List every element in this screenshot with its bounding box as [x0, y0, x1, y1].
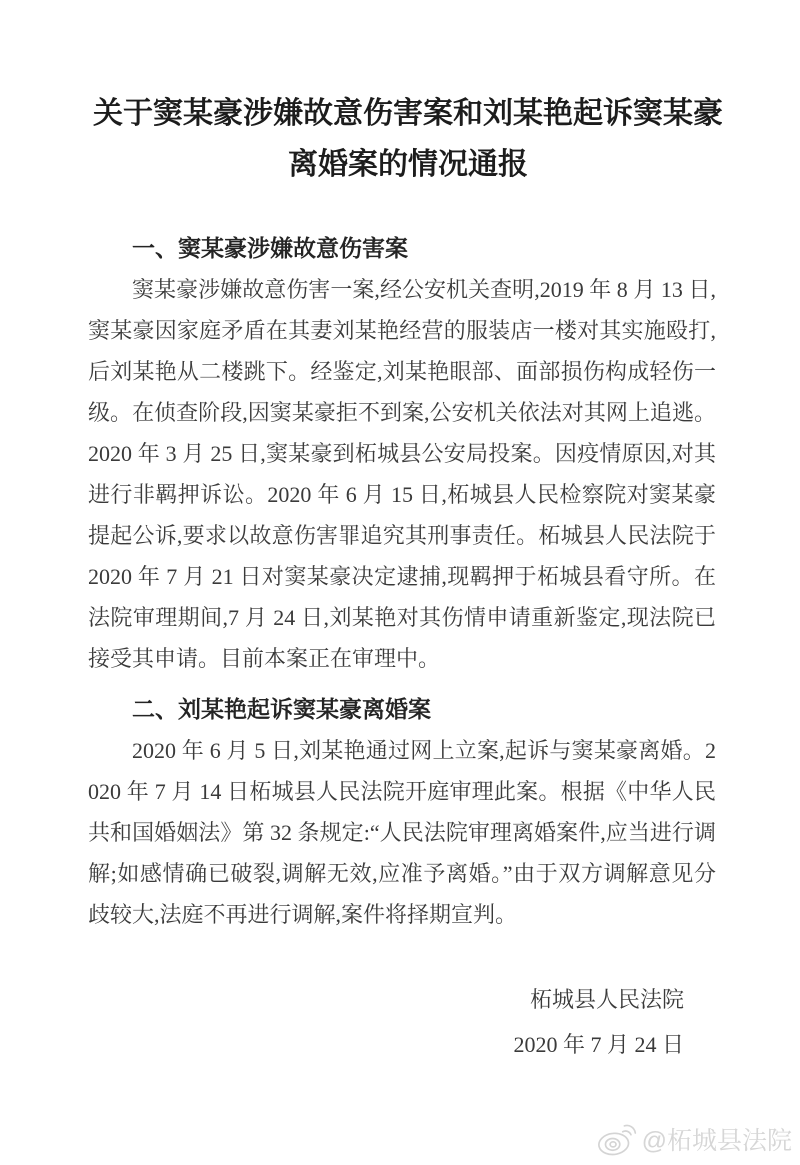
section-1-heading: 一、窦某豪涉嫌故意伤害案	[132, 235, 408, 261]
document-title: 关于窦某豪涉嫌故意伤害案和刘某艳起诉窦某豪离婚案的情况通报	[93, 97, 723, 181]
section-2-heading: 二、刘某艳起诉窦某豪离婚案	[132, 696, 431, 722]
signature-organization: 柘城县人民法院	[529, 987, 684, 1012]
signature-date: 2020 年 7 月 24 日	[513, 1032, 684, 1057]
section-2-paragraph: 2020 年 6 月 5 日,刘某艳通过网上立案,起诉与窦某豪离婚。2020 年 7 月 14 日柘城县人民法院开庭审理此案。根据《中华人民共和国婚姻法》第 32 条规定:“人民法院审理离婚案件,应当进行调解;如感情确已破裂,调解无效,应准予离婚。”由于双方调解意见分歧较大,法庭不再进行调解,案件将择期宣判。	[88, 738, 716, 927]
weibo-logo-icon	[595, 1123, 637, 1159]
signature-block	[88, 977, 716, 1067]
document-content	[0, 88, 800, 1067]
watermark-text: @柘城县法院	[641, 1126, 792, 1155]
watermark	[595, 1123, 792, 1159]
section-1-paragraph: 窦某豪涉嫌故意伤害一案,经公安机关查明,2019 年 8 月 13 日,窦某豪因家庭矛盾在其妻刘某艳经营的服装店一楼对其实施殴打,后刘某艳从二楼跳下。经鉴定,刘某艳眼部、面部损伤构成轻伤一级。在侦查阶段,因窦某豪拒不到案,公安机关依法对其网上追逃。2020 年 3 月 25 日,窦某豪到柘城县公安局投案。因疫情原因,对其进行非羁押诉讼。2020 年 6 月 15 日,柘城县人民检察院对窦某豪提起公诉,要求以故意伤害罪追究其刑事责任。柘城县人民法院于 2020 年 7 月 21 日对窦某豪决定逮捕,现羁押于柘城县看守所。在法院审理期间,7 月 24 日,刘某艳对其伤情申请重新鉴定,现法院已接受其申请。目前本案正在审理中。	[88, 277, 716, 671]
